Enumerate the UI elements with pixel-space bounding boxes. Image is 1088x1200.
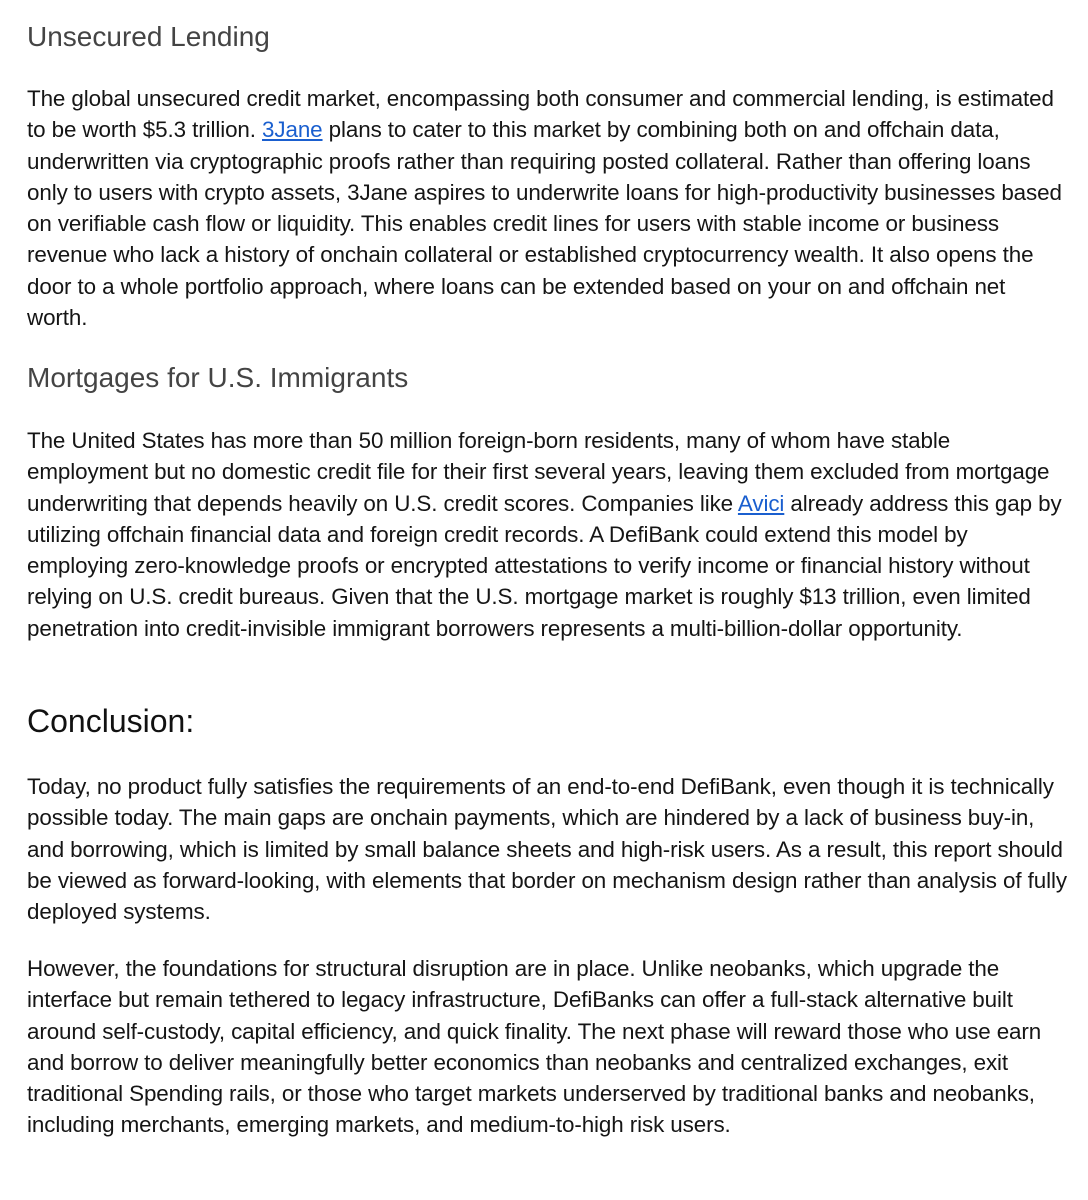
paragraph-text: The United States has more than 50 million foreign-born residents, many of whom have stable employment but no domestic credit file for their first several years, leaving them excluded from mortgage underwriting that depends heavily on U.S. credit scores. Companies like — [27, 428, 1050, 516]
section-conclusion-body-2 — [27, 953, 1067, 1141]
heading-conclusion: Conclusion: — [27, 703, 195, 739]
paragraph-conclusion-1: Today, no product fully satisfies the requirements of an end-to-end DefiBank, even though it is technically possible today. The main gaps are onchain payments, which are hindered by a lack of business buy-in, and borrowing, which is limited by small balance sheets and high-risk users. As a result, this report should be viewed as forward-looking, with elements that border on mechanism design rather than analysis of fully deployed systems. — [27, 774, 1067, 925]
paragraph-mortgages — [27, 425, 1067, 644]
paragraph-text: plans to cater to this market by combining both on and offchain data, underwritten via cryptographic proofs rather than requiring posted collateral. Rather than offering loans only to users with crypto assets, 3Jane aspires to underwrite loans for high-productivity businesses based on verifiable cash flow or liquidity. This enables credit lines for users with stable income or business revenue who lack a history of onchain collateral or established cryptocurrency wealth. It also opens the door to a whole portfolio approach, where loans can be extended based on your on and offchain net worth. — [27, 117, 1062, 331]
section-conclusion — [27, 702, 1067, 740]
paragraph-conclusion-2: However, the foundations for structural disruption are in place. Unlike neobanks, which upgrade the interface but remain tethered to legacy infrastructure, DefiBanks can offer a full-stack alternative built around self-custody, capital efficiency, and quick finality. The next phase will reward those who use earn and borrow to deliver meaningfully better economics than neobanks and centralized exchanges, exit traditional Spending rails, or those who target markets underserved by traditional banks and neobanks, including merchants, emerging markets, and medium-to-high risk users. — [27, 956, 1042, 1138]
paragraph-text: The global unsecured credit market, encompassing both consumer and commercial lending, is estimated to be worth $5.3 trillion. — [27, 86, 1054, 143]
section-conclusion-body-1 — [27, 771, 1067, 927]
paragraph-text: already address this gap by utilizing offchain financial data and foreign credit records. A DefiBank could extend this model by employing zero-knowledge proofs or encrypted attestations to verify income or financial history without relying on U.S. credit bureaus. Given that the U.S. mortgage market is roughly $13 trillion, even limited penetration into credit-invisible immigrant borrowers represents a multi-billion-dollar opportunity. — [27, 490, 1062, 641]
link-avici[interactable]: Avici — [737, 490, 785, 516]
section-mortgages — [27, 361, 1067, 395]
section-unsecured-lending — [27, 20, 1067, 54]
section-unsecured-lending-body — [27, 83, 1067, 333]
paragraph-unsecured-lending — [27, 83, 1067, 333]
link-3jane[interactable]: 3Jane — [262, 117, 323, 143]
section-mortgages-body — [27, 425, 1067, 644]
heading-mortgages: Mortgages for U.S. Immigrants — [27, 362, 409, 393]
heading-unsecured-lending: Unsecured Lending — [27, 21, 270, 52]
